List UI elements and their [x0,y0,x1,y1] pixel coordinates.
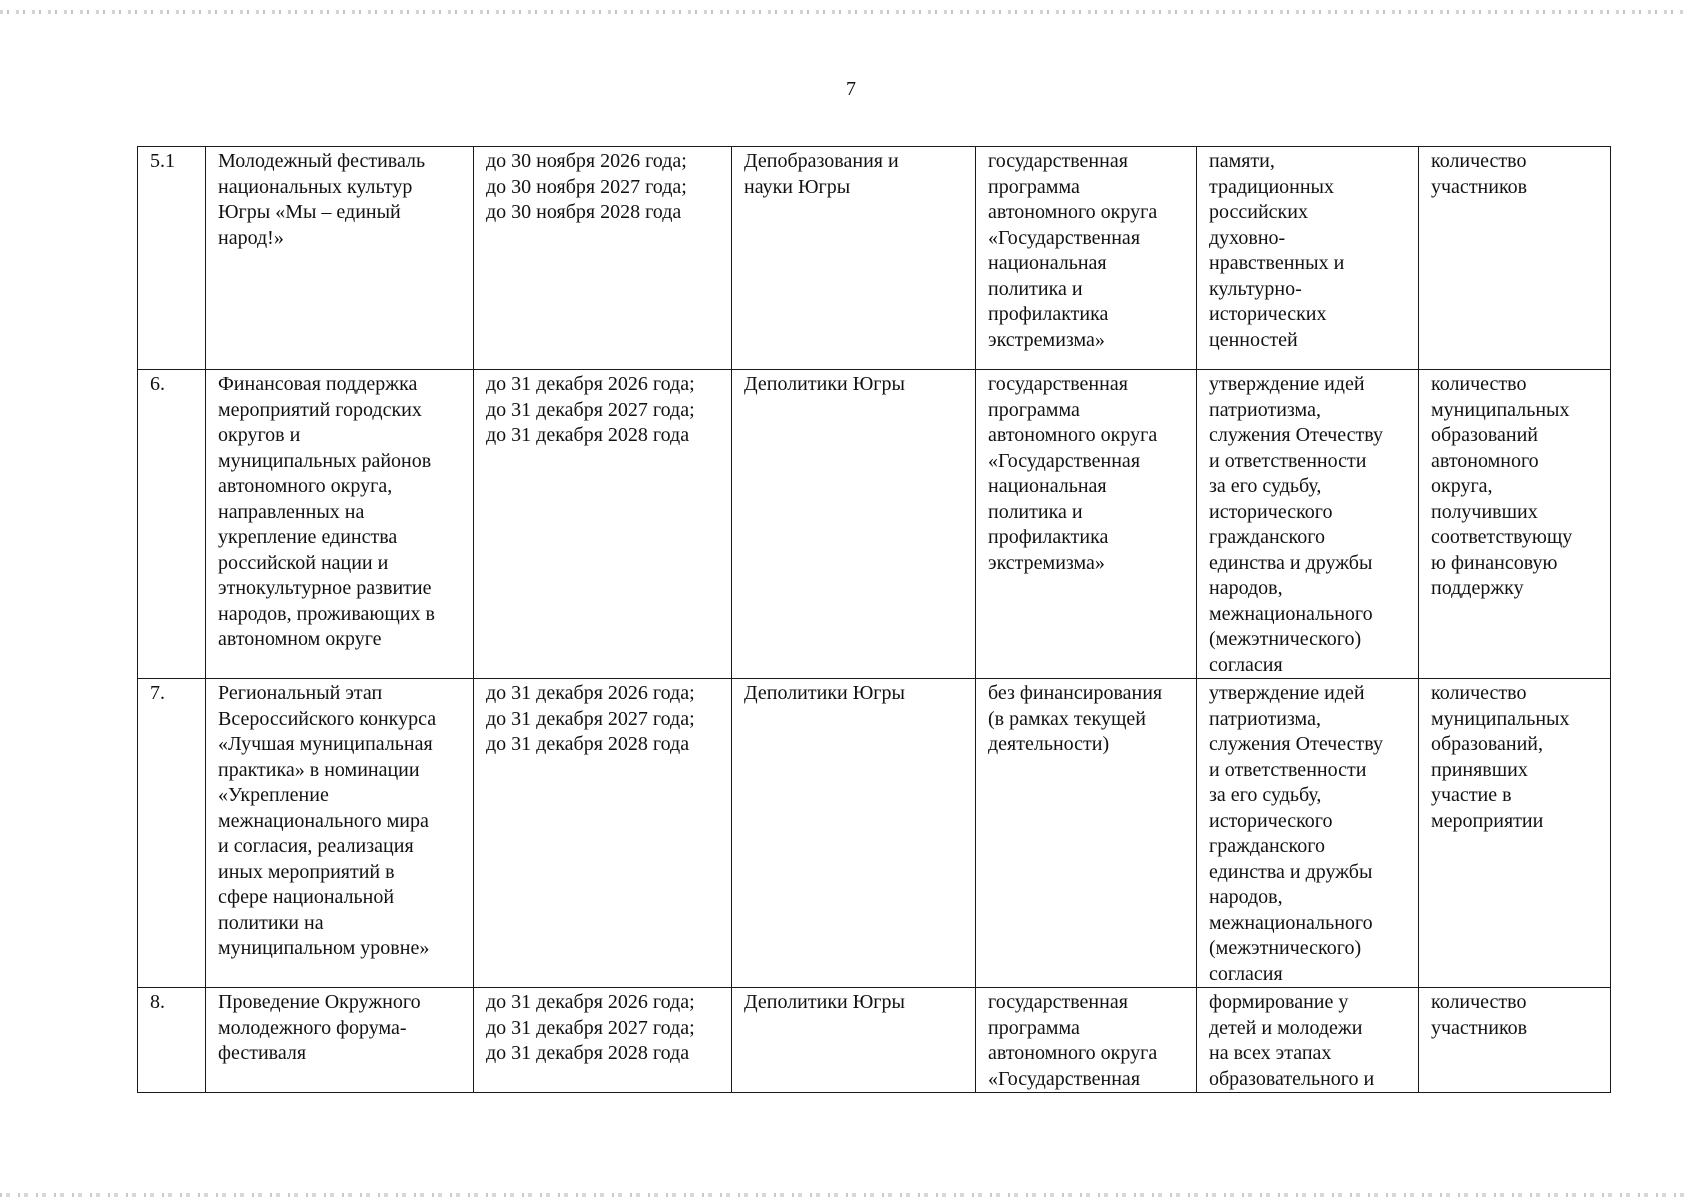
table-row [138,147,1611,370]
cell-goal: утверждение идей патриотизма, служения Отечеству и ответственности за его судьбу, исторического гражданского единства и дружбы народов, межнационального (межэтнического) согласия [1197,370,1419,679]
cell-number: 5.1 [138,147,206,370]
cell-responsible: Деполитики Югры [732,679,976,988]
cell-deadline: до 31 декабря 2026 года; до 31 декабря 2027 года; до 31 декабря 2028 года [474,370,732,679]
cell-source: без финансирования (в рамках текущей деятельности) [976,679,1197,988]
cell-indicator: количество муниципальных образований, принявших участие в мероприятии [1419,679,1611,988]
cell-number: 6. [138,370,206,679]
cell-event: Финансовая поддержка мероприятий городских округов и муниципальных районов автономного округа, направленных на укрепление единства российской нации и этнокультурное развитие народов, проживающих в автономном округе [206,370,474,679]
scan-edge-bottom [0,1193,1686,1197]
cell-source: государственная программа автономного округа «Государственная национальная политика и профилактика экстремизма» [976,147,1197,370]
cell-number: 7. [138,679,206,988]
cell-indicator: количество участников [1419,147,1611,370]
cell-responsible: Деполитики Югры [732,988,976,1093]
cell-deadline: до 30 ноября 2026 года; до 30 ноября 2027 года; до 30 ноября 2028 года [474,147,732,370]
cell-event: Региональный этап Всероссийского конкурса «Лучшая муниципальная практика» в номинации «Укрепление межнационального мира и согласия, реализация иных мероприятий в сфере национальной политики на муниципальном уровне» [206,679,474,988]
cell-goal: памяти, традиционных российских духовно- нравственных и культурно- исторических ценностей [1197,147,1419,370]
cell-responsible: Депобразования и науки Югры [732,147,976,370]
page-number: 7 [846,78,856,100]
table-row [138,370,1611,679]
cell-source: государственная программа автономного округа «Государственная [976,988,1197,1093]
cell-number: 8. [138,988,206,1093]
cell-responsible: Деполитики Югры [732,370,976,679]
cell-deadline: до 31 декабря 2026 года; до 31 декабря 2027 года; до 31 декабря 2028 года [474,988,732,1093]
cell-event: Молодежный фестиваль национальных культур Югры «Мы – единый народ!» [206,147,474,370]
cell-source: государственная программа автономного округа «Государственная национальная политика и профилактика экстремизма» [976,370,1197,679]
scan-edge-top [0,10,1686,14]
table-row [138,988,1611,1093]
cell-deadline: до 31 декабря 2026 года; до 31 декабря 2027 года; до 31 декабря 2028 года [474,679,732,988]
table-row [138,679,1611,988]
cell-event: Проведение Окружного молодежного форума- фестиваля [206,988,474,1093]
cell-indicator: количество участников [1419,988,1611,1093]
events-table [137,146,1611,1093]
cell-indicator: количество муниципальных образований автономного округа, получивших соответствующу ю финансовую поддержку [1419,370,1611,679]
cell-goal: формирование у детей и молодежи на всех этапах образовательного и [1197,988,1419,1093]
cell-goal: утверждение идей патриотизма, служения Отечеству и ответственности за его судьбу, исторического гражданского единства и дружбы народов, межнационального (межэтнического) согласия [1197,679,1419,988]
